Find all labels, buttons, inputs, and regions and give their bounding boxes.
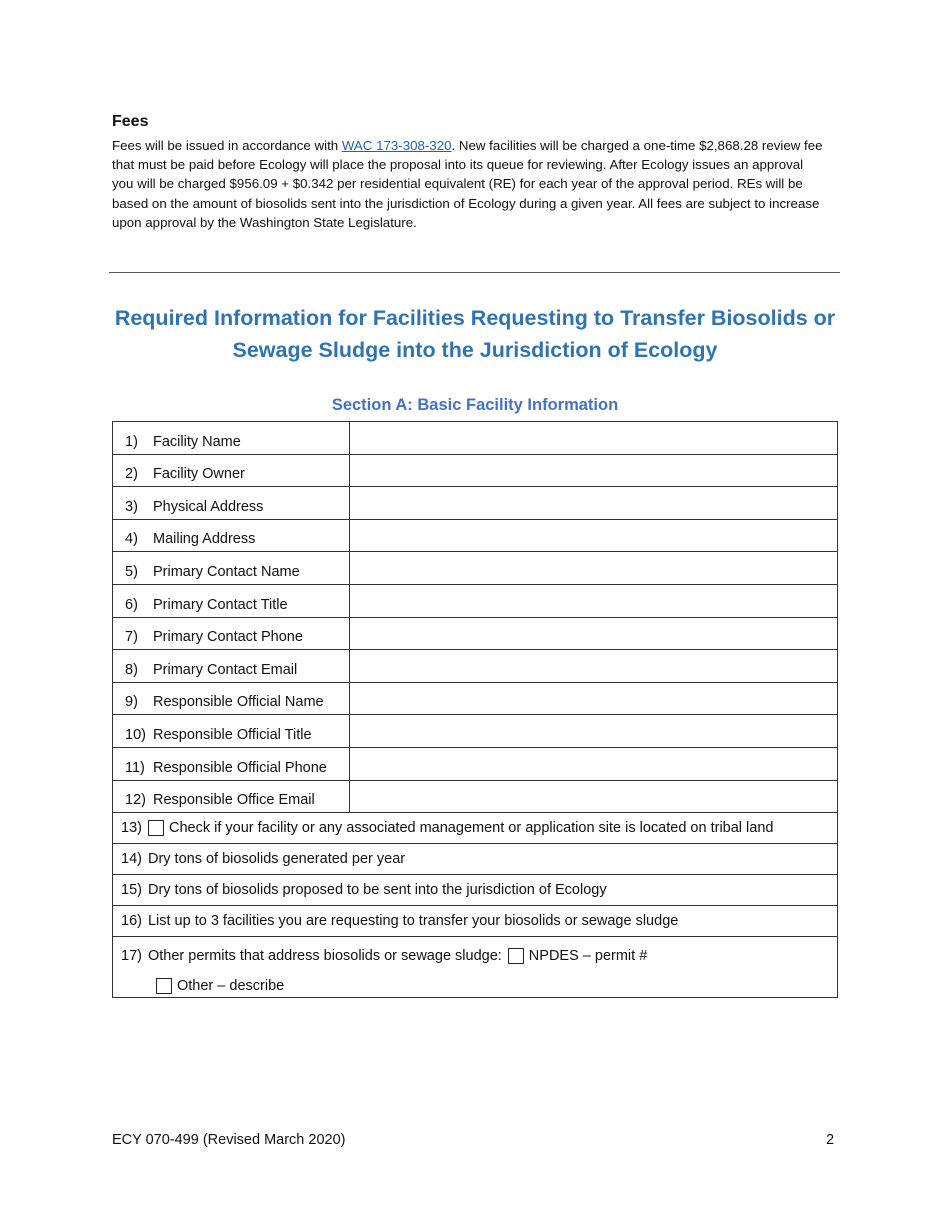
table-row: [113, 585, 837, 618]
field-label-cell: [113, 781, 350, 813]
field-number: 6): [125, 596, 138, 613]
fees-paragraph: [112, 136, 828, 232]
q16-row[interactable]: [113, 906, 837, 937]
field-label: Facility Name: [153, 433, 241, 450]
field-number: 3): [125, 498, 138, 515]
field-label-cell: [113, 683, 350, 715]
q17-line-2: [121, 975, 837, 997]
q14-row[interactable]: [113, 844, 837, 875]
field-label: Primary Contact Title: [153, 596, 288, 613]
field-number: 5): [125, 563, 138, 580]
table-row: [113, 422, 837, 455]
section-a-title: Section A: Basic Facility Information: [331, 396, 619, 414]
field-input[interactable]: [350, 455, 837, 487]
field-number: 11): [125, 759, 145, 776]
q17-number: 17): [121, 948, 142, 965]
q13-number: 13): [121, 820, 142, 837]
field-label: Responsible Official Name: [153, 694, 324, 711]
field-label: Responsible Official Title: [153, 726, 312, 743]
field-input[interactable]: [350, 520, 837, 552]
table-row: [113, 748, 837, 781]
other-permit-checkbox[interactable]: [156, 978, 172, 994]
field-label-cell: [113, 422, 350, 454]
field-label-cell: [113, 487, 350, 519]
field-input[interactable]: [350, 715, 837, 747]
field-label-cell: [113, 552, 350, 584]
q17-line-1: [121, 945, 837, 967]
table-row: [113, 618, 837, 651]
field-input[interactable]: [350, 487, 837, 519]
table-row: [113, 715, 837, 748]
facility-info-form: [112, 421, 838, 998]
field-label: Mailing Address: [153, 531, 256, 548]
table-row: [113, 520, 837, 553]
page-title-line-1: Required Information for Facilities Requesting to Transfer Biosolids or: [114, 306, 836, 330]
form-id: ECY 070-499 (Revised March 2020): [112, 1132, 346, 1148]
field-number: 2): [125, 466, 138, 483]
field-label: Primary Contact Email: [153, 661, 298, 678]
field-number: 1): [125, 433, 138, 450]
tribal-land-checkbox[interactable]: [148, 820, 164, 836]
field-number: 4): [125, 531, 138, 548]
field-label-cell: [113, 715, 350, 747]
field-rows: [113, 422, 837, 813]
npdes-checkbox[interactable]: [508, 948, 524, 964]
field-label: Primary Contact Name: [153, 563, 300, 580]
q14-label: Dry tons of biosolids generated per year: [147, 851, 406, 868]
q15-row[interactable]: [113, 875, 837, 906]
q13-row: [113, 813, 837, 844]
field-number: 10): [125, 726, 146, 743]
wac-link[interactable]: WAC 173-308-320: [341, 138, 452, 153]
q13-label: Check if your facility or any associated management or application site is located on tribal land: [168, 820, 774, 837]
field-number: 8): [125, 661, 138, 678]
field-label: Facility Owner: [153, 466, 245, 483]
field-label: Responsible Official Phone: [153, 759, 327, 776]
field-label-cell: [113, 455, 350, 487]
fees-text-body: . New facilities will be charged a one-time $2,868.28 review fee that must be paid before Ecology will place the proposal into its queue for reviewing. After Ecology issues an approval you will be charged $956.09 + $0.342 per residential equivalent (RE) for each year of the approval period. REs will be based on the amount of biosolids sent into the jurisdiction of Ecology during a given year. All fees are subject to increase upon approval by the Washington State Legislature.: [112, 138, 823, 230]
table-row: [113, 650, 837, 683]
table-row: [113, 455, 837, 488]
field-input[interactable]: [350, 422, 837, 454]
field-input[interactable]: [350, 552, 837, 584]
field-label-cell: [113, 748, 350, 780]
field-label: Primary Contact Phone: [153, 629, 303, 646]
field-label-cell: [113, 650, 350, 682]
npdes-label: NPDES – permit #: [528, 948, 648, 965]
other-permit-label: Other – describe: [177, 978, 285, 995]
page-title: [100, 302, 850, 366]
field-label: Physical Address: [153, 498, 264, 515]
table-row: [113, 552, 837, 585]
table-row: [113, 487, 837, 520]
page-title-line-2: Sewage Sludge into the Jurisdiction of Ecology: [232, 338, 718, 362]
table-row: [113, 683, 837, 716]
q15-number: 15): [121, 882, 142, 899]
fees-heading: Fees: [112, 113, 149, 130]
q16-label: List up to 3 facilities you are requesting to transfer your biosolids or sewage sludge: [147, 913, 679, 930]
q17-label: Other permits that address biosolids or sewage sludge:: [147, 948, 502, 965]
field-number: 7): [125, 629, 138, 646]
section-divider: [109, 272, 840, 273]
field-input[interactable]: [350, 585, 837, 617]
field-input[interactable]: [350, 683, 837, 715]
field-number: 12): [125, 792, 146, 809]
q16-number: 16): [121, 913, 142, 930]
field-input[interactable]: [350, 748, 837, 780]
q15-label: Dry tons of biosolids proposed to be sent into the jurisdiction of Ecology: [147, 882, 607, 899]
field-label-cell: [113, 520, 350, 552]
q14-number: 14): [121, 851, 142, 868]
table-row: [113, 781, 837, 814]
field-number: 9): [125, 694, 138, 711]
q17-row: [113, 937, 837, 997]
field-label: Responsible Office Email: [153, 792, 315, 809]
fees-text-intro: Fees will be issued in accordance with: [112, 138, 342, 153]
field-label-cell: [113, 585, 350, 617]
field-input[interactable]: [350, 650, 837, 682]
field-input[interactable]: [350, 781, 837, 813]
page-number: 2: [826, 1132, 835, 1148]
field-label-cell: [113, 618, 350, 650]
field-input[interactable]: [350, 618, 837, 650]
